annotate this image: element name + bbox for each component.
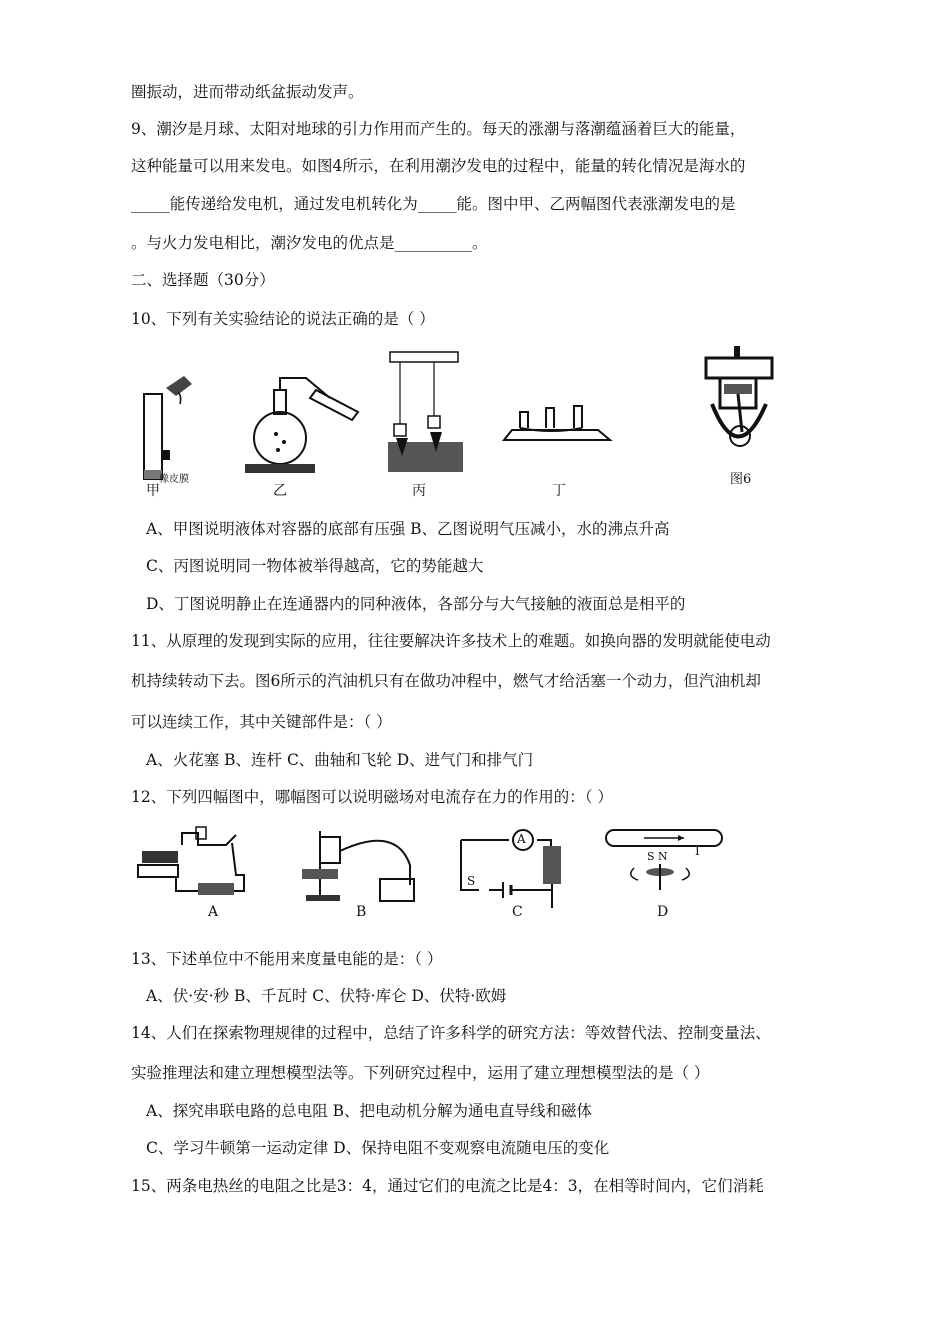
figure-12-a [136,825,251,905]
figure-6-label: 图6 [730,472,752,487]
figure-bing [388,346,468,476]
question-12-stem: 12、下列四幅图中，哪幅图可以说明磁场对电流存在力的作用的：（ ） [131,788,613,806]
figure-ding-label: 丁 [552,483,566,499]
question-10-option-ab: A、甲图说明液体对容器的底部有压强 B、乙图说明气压减小，水的沸点升高 [146,520,670,538]
question-14-option-cd: C、学习牛顿第一运动定律 D、保持电阻不变观察电流随电压的变化 [146,1139,610,1157]
question-13-options: A、伏·安·秒 B、千瓦时 C、伏特·库仑 D、伏特·欧姆 [146,987,507,1005]
figure-12-b [296,825,421,905]
question-11-line-2: 机持续转动下去。图6所示的汽油机只有在做功冲程中，燃气才给活塞一个动力，但汽油机却 [131,672,761,690]
figure-bing-label: 丙 [412,483,426,499]
switch-label: S [467,874,476,888]
question-13-stem: 13、下述单位中不能用来度量电能的是：（ ） [131,950,443,968]
figure-12-c [455,828,575,913]
question-11-options: A、火花塞 B、连杆 C、曲轴和飞轮 D、进气门和排气门 [146,751,534,769]
figure-6-engine [700,344,780,464]
question-10-stem: 10、下列有关实验结论的说法正确的是（ ） [131,310,435,328]
section-heading-choice: 二、选择题（30分） [131,271,275,289]
figure-ding [502,392,612,452]
question-9-line-2: 这种能量可以用来发电。如图4所示，在利用潮汐发电的过程中，能量的转化情况是海水的 [131,157,746,175]
question-14-option-ab: A、探究串联电路的总电阻 B、把电动机分解为通电直导线和磁体 [146,1102,593,1120]
question-9-line-1: 9、潮汐是月球、太阳对地球的引力作用而产生的。每天的涨潮与落潮蕴涵着巨大的能量， [131,120,746,138]
question-14-line-2: 实验推理法和建立理想模型法等。下列研究过程中，运用了建立理想模型法的是（ ） [131,1064,710,1082]
ammeter-symbol: A [517,832,526,846]
current-label: I [695,844,700,858]
text-line-1: 圈振动，进而带动纸盆振动发声。 [131,83,364,101]
question-14-line-1: 14、人们在探索物理规律的过程中，总结了许多科学的研究方法：等效替代法、控制变量法、 [131,1024,771,1042]
question-10-option-c: C、丙图说明同一物体被举得越高，它的势能越大 [146,557,484,575]
figure-yi-label: 乙 [273,483,287,499]
question-10-option-d: D、丁图说明静止在连通器内的同种液体，各部分与大气接触的液面总是相平的 [146,595,686,613]
figure-jia-label: 甲 [146,483,160,499]
figure-12-d-label: D [657,904,669,920]
figure-12-a-label: A [208,904,219,920]
question-9-line-4: 。与火力发电相比，潮汐发电的优点是__________。 [131,234,488,252]
figure-12-c-label: C [512,904,523,920]
compass-poles-label: S N [647,850,668,863]
figure-12-b-label: B [356,904,367,920]
question-11-line-1: 11、从原理的发现到实际的应用，往往要解决许多技术上的难题。如换向器的发明就能使电动 [131,632,771,650]
figure-yi [240,360,370,475]
figure-12-d [604,828,724,903]
question-15-line-1: 15、两条电热丝的电阻之比是3：4，通过它们的电流之比是4：3，在相等时间内，它们消耗 [131,1177,764,1195]
question-9-line-3: _____能传递给发电机，通过发电机转化为_____能。图中甲、乙两幅图代表涨潮发电的是 [131,195,736,213]
membrane-label: 橡皮膜 [159,474,189,485]
question-11-line-3: 可以连续工作，其中关键部件是：（ ） [131,713,392,731]
